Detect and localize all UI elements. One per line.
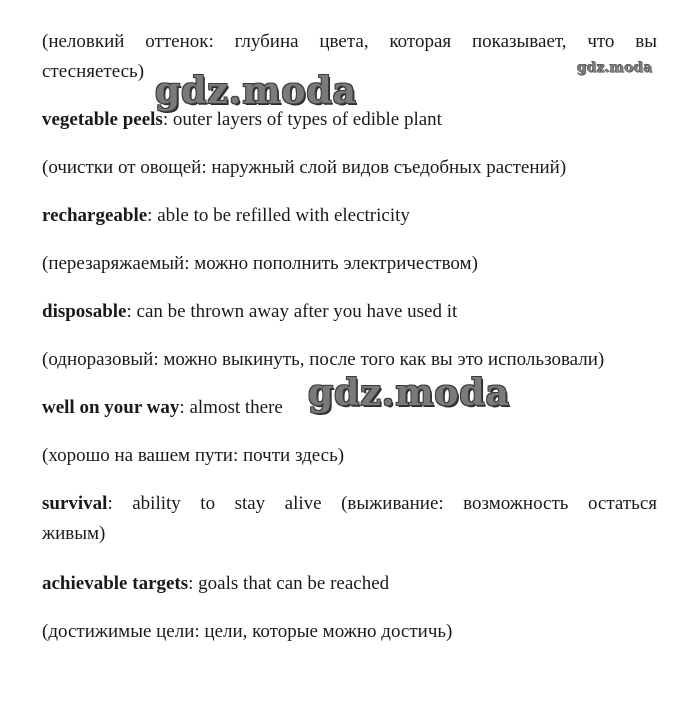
translation-vegetable-peels-text: (очистки от овощей: наружный слой видов съедобных растений) <box>42 157 567 178</box>
term-well-on-your-way: well on your way <box>42 397 180 418</box>
definition-survival: : ability to stay alive (выживание: возможность остаться <box>107 493 657 514</box>
entry-survival-cont <box>42 520 657 548</box>
translation-rechargeable-text: (перезаряжаемый: можно пополнить электричеством) <box>42 253 478 274</box>
definition-vegetable-peels: : outer layers of types of edible plant <box>162 109 442 130</box>
awkward-shade-ru-1: (неловкий оттенок: глубина цвета, которая показывает, что вы <box>42 31 657 52</box>
watermark-main: gdz.moda <box>155 70 357 112</box>
definition-achievable-targets: : goals that can be reached <box>188 573 390 594</box>
term-disposable: disposable <box>42 301 127 322</box>
definition-survival-cont: живым) <box>42 523 106 544</box>
watermark-corner: gdz.moda <box>577 60 653 76</box>
definition-well-on-your-way: : almost there <box>179 397 283 418</box>
entry-disposable <box>42 298 657 326</box>
translation-achievable-targets <box>42 618 657 646</box>
line-awkward-shade-ru-1 <box>42 28 657 56</box>
translation-vegetable-peels <box>42 154 657 182</box>
entry-rechargeable <box>42 202 657 230</box>
entry-achievable-targets <box>42 570 657 598</box>
definition-rechargeable: : able to be refilled with electricity <box>147 205 410 226</box>
watermark-middle: gdz.moda <box>308 372 510 414</box>
translation-disposable-text: (одноразовый: можно выкинуть, после того как вы это использовали) <box>42 349 605 370</box>
term-rechargeable: rechargeable <box>42 205 148 226</box>
entry-survival <box>42 490 657 518</box>
definition-disposable: : can be thrown away after you have used it <box>126 301 458 322</box>
term-vegetable-peels: vegetable peels <box>42 109 163 130</box>
term-survival: survival <box>42 493 108 514</box>
translation-disposable <box>42 346 657 374</box>
translation-achievable-targets-text: (достижимые цели: цели, которые можно достичь) <box>42 621 453 642</box>
translation-rechargeable <box>42 250 657 278</box>
awkward-shade-ru-2: стесняетесь) <box>42 61 145 82</box>
translation-well-on-your-way-text: (хорошо на вашем пути: почти здесь) <box>42 445 345 466</box>
translation-well-on-your-way <box>42 442 657 470</box>
term-achievable-targets: achievable targets <box>42 573 189 594</box>
